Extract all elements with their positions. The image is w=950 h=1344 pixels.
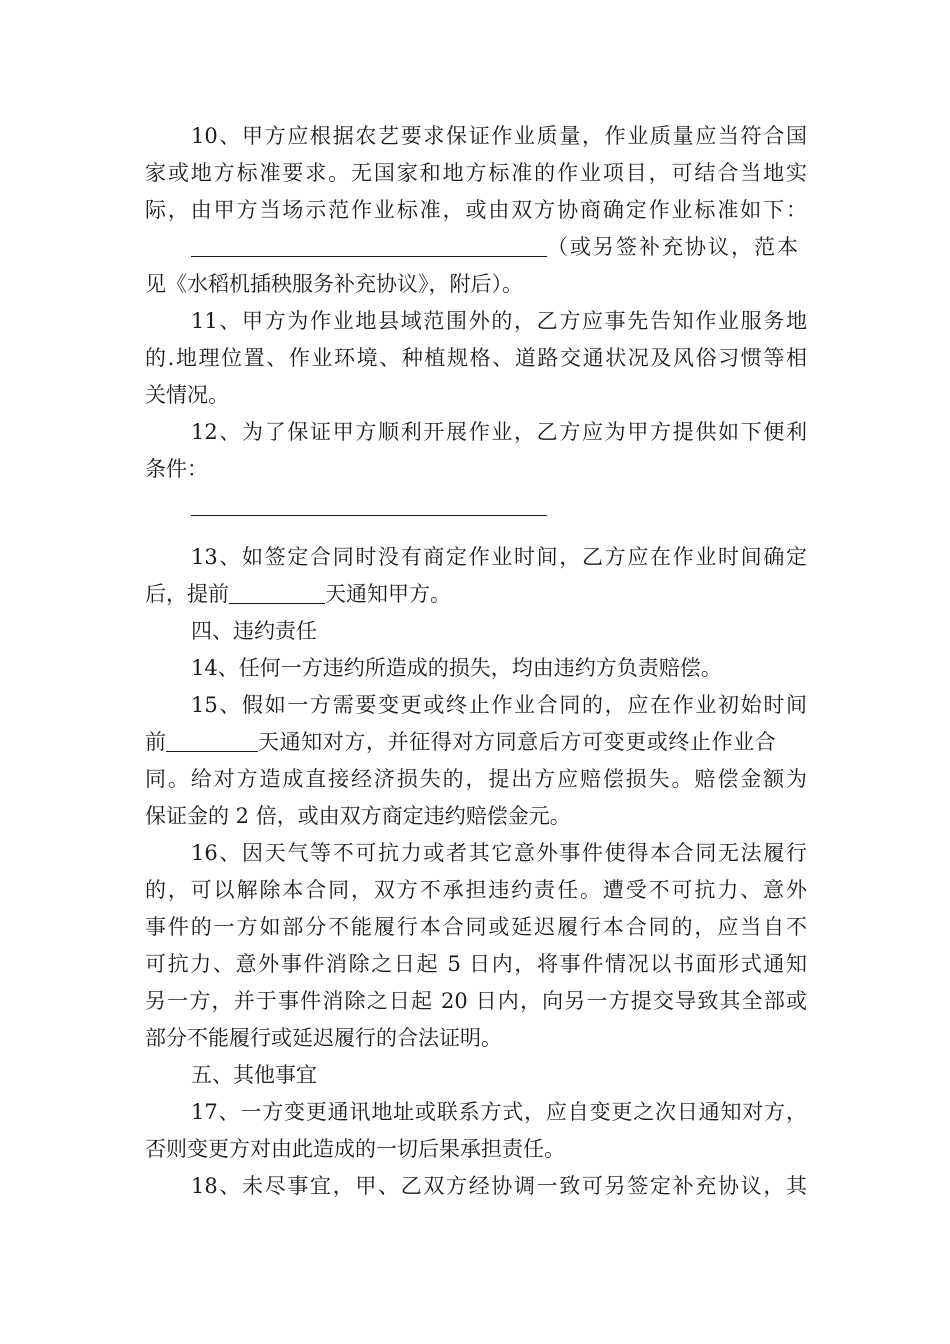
clause-18 (145, 1168, 807, 1205)
clause-15-suffix: 天通知对方，并征得对方同意后方可变更或终止作业合 (258, 730, 777, 754)
clause-10-line-1: 10、甲方应根据农艺要求保证作业质量，作业质量应当符合国 (191, 124, 807, 148)
section-heading-liability: 四、违约责任 (191, 619, 317, 643)
document-body (145, 118, 807, 1205)
fill-in-blank-standard[interactable] (191, 232, 547, 257)
clause-12 (145, 414, 807, 539)
clause-10 (145, 118, 807, 303)
clause-13-line-2 (145, 576, 807, 613)
clause-14: 14、任何一方违约所造成的损失，均由违约方负责赔偿。 (191, 656, 722, 680)
clause-17-line-2: 否则变更方对由此造成的一切后果承担责任。 (145, 1137, 565, 1161)
fill-in-blank-notice-days[interactable] (166, 727, 258, 752)
clause-16 (145, 835, 807, 1057)
clause-12-blank-line (145, 488, 807, 525)
clause-17-line-1: 17、一方变更通讯地址或联系方式，应自变更之次日通知对方， (191, 1100, 807, 1124)
fill-in-blank-conditions[interactable] (191, 491, 547, 516)
clause-16-line-5: 另一方，并于事件消除之日起 20 日内，向另一方提交导致其全部或 (145, 989, 807, 1013)
clause-10-line-5: 见《水稻机插秧服务补充协议》，附后）。 (145, 272, 523, 296)
clause-11 (145, 303, 807, 414)
clause-16-line-3: 事件的一方如部分不能履行本合同或延迟履行本合同的，应当自不 (145, 915, 807, 939)
clause-15-prefix: 前 (145, 730, 166, 754)
clause-15-line-1: 15、假如一方需要变更或终止作业合同的，应在作业初始时间 (191, 693, 807, 717)
clause-13-suffix: 天通知甲方。 (325, 582, 451, 606)
clause-11-line-3: 关情况。 (145, 383, 229, 407)
clause-10-line-3: 际，由甲方当场示范作业标准，或由双方协商确定作业标准如下： (145, 198, 807, 222)
clause-10-line-4 (145, 229, 807, 266)
fill-in-blank-days[interactable] (229, 579, 325, 604)
clause-16-line-6: 部分不能履行或延迟履行的合法证明。 (145, 1026, 502, 1050)
section-heading-other-matters: 五、其他事宜 (191, 1063, 317, 1087)
clause-15-line-4: 保证金的 2 倍，或由双方商定违约赔偿金元。 (145, 804, 571, 828)
clause-15 (145, 687, 807, 835)
clause-16-line-4: 可抗力、意外事件消除之日起 5 日内，将事件情况以书面形式通知 (145, 952, 807, 976)
clause-11-line-2: 的.地理位置、作业环境、种植规格、道路交通状况及风俗习惯等相 (145, 346, 807, 370)
clause-12-line-2: 条件： (145, 457, 208, 481)
clause-16-line-1: 16、因天气等不可抗力或者其它意外事件使得本合同无法履行 (191, 841, 807, 865)
clause-16-line-2: 的，可以解除本合同，双方不承担违约责任。遭受不可抗力、意外 (145, 878, 807, 902)
clause-15-line-3: 同。给对方造成直接经济损失的，提出方应赔偿损失。赔偿金额为 (145, 767, 807, 791)
clause-10-line-4-text: （或另签补充协议，范本 (547, 235, 800, 259)
clause-13-prefix: 后，提前 (145, 582, 229, 606)
clause-11-line-1: 11、甲方为作业地县域范围外的，乙方应事先告知作业服务地 (191, 309, 807, 333)
clause-17 (145, 1094, 807, 1168)
clause-10-line-2: 家或地方标准要求。无国家和地方标准的作业项目，可结合当地实 (145, 161, 807, 185)
clause-12-line-1: 12、为了保证甲方顺利开展作业，乙方应为甲方提供如下便利 (191, 420, 807, 444)
clause-13 (145, 539, 807, 613)
clause-13-line-1: 13、如签定合同时没有商定作业时间，乙方应在作业时间确定 (191, 545, 807, 569)
clause-18-line-1: 18、未尽事宜，甲、乙双方经协调一致可另签定补充协议，其 (191, 1174, 807, 1198)
clause-15-line-2 (145, 724, 807, 761)
